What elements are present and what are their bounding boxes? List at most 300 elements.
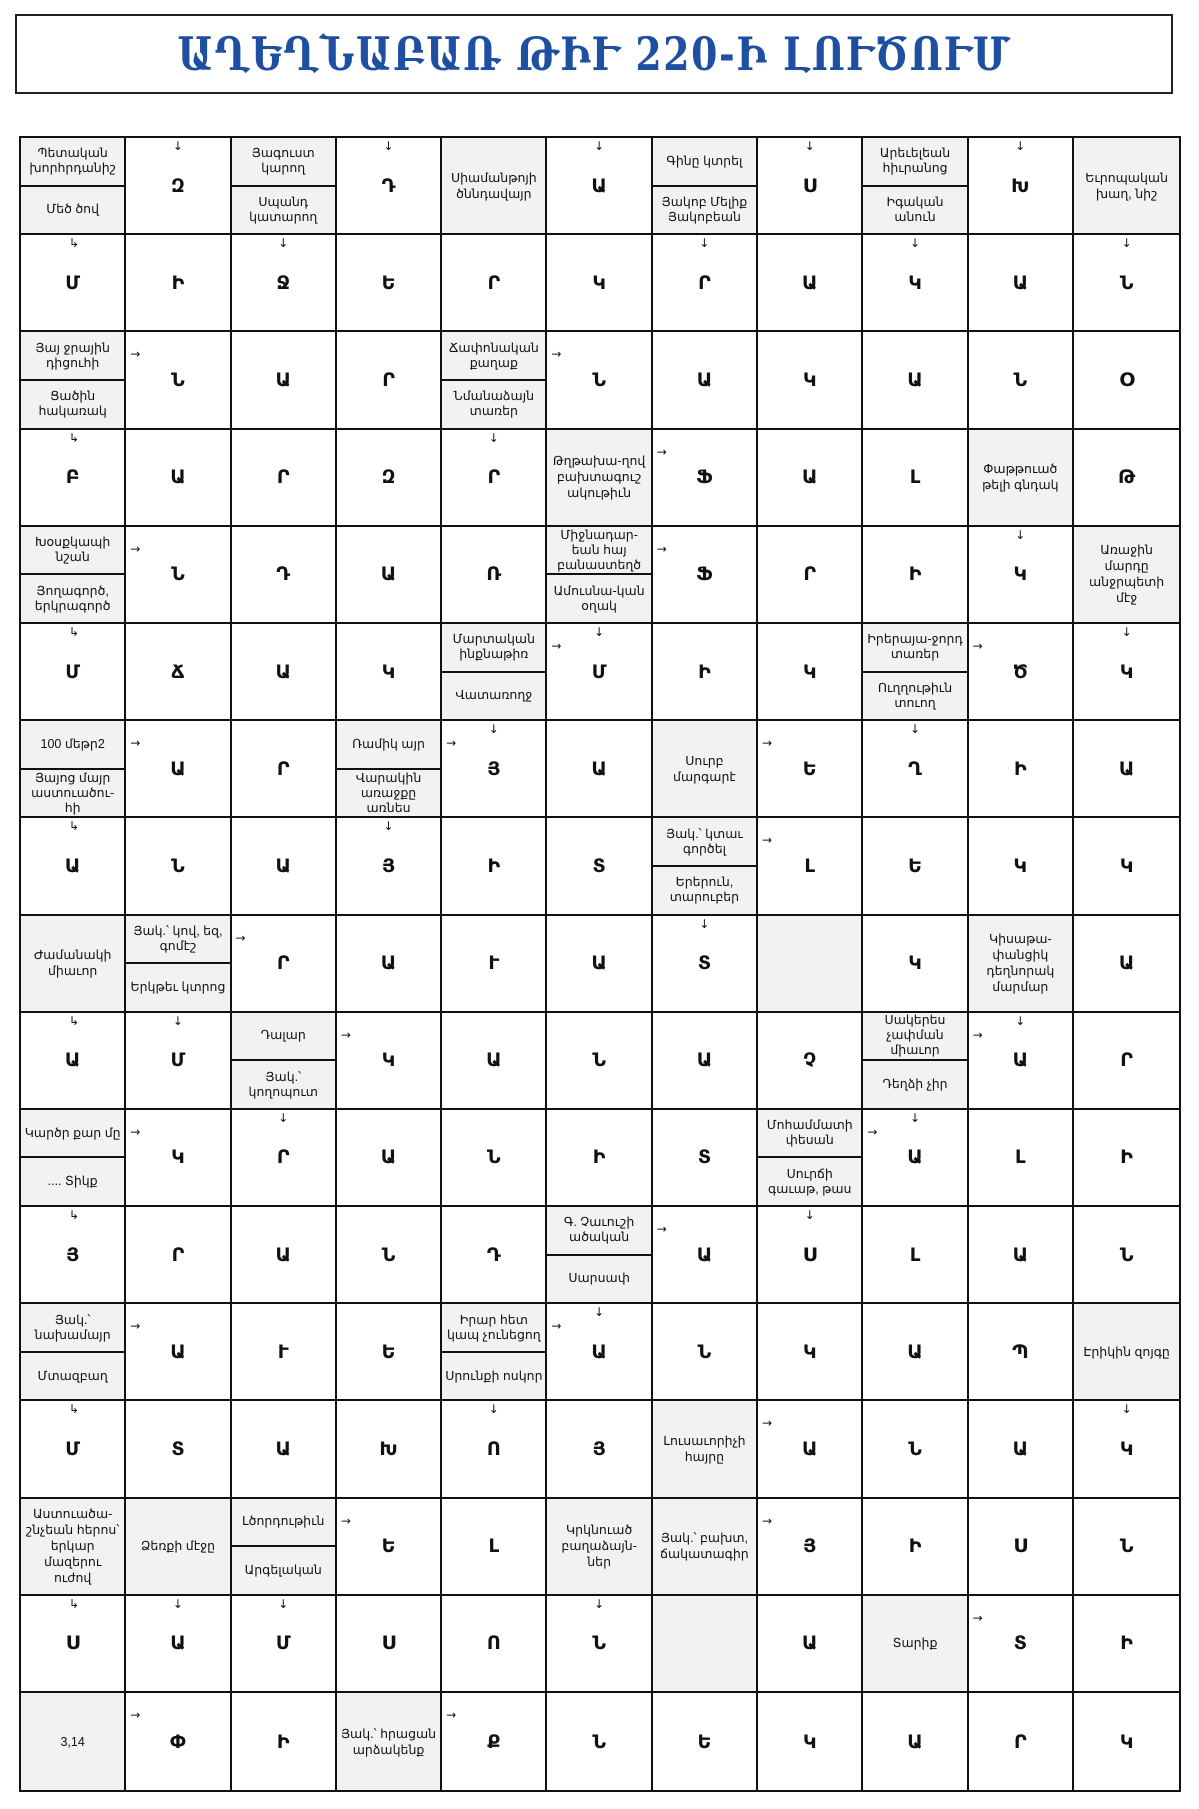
clue-text-top: Յակ.՝ նախամայր: [21, 1304, 124, 1353]
clue-text-top: 100 մեթր2: [21, 721, 124, 770]
answer-cell[interactable]: [232, 1304, 337, 1401]
answer-letter: Ի: [171, 271, 185, 294]
answer-cell[interactable]: [1074, 1596, 1179, 1693]
answer-cell[interactable]: [758, 527, 863, 624]
answer-letter: Կ: [171, 1146, 185, 1169]
answer-cell[interactable]: [126, 1693, 231, 1790]
answer-cell[interactable]: [758, 332, 863, 429]
answer-cell[interactable]: [863, 1499, 968, 1596]
answer-cell[interactable]: [969, 1013, 1074, 1110]
answer-letter: Ն: [592, 368, 606, 391]
clue-text-bottom: Սուրճի գաւաթ, թաս: [767, 1166, 852, 1196]
answer-letter: Լ: [804, 854, 816, 877]
answer-letter: Ն: [487, 1146, 501, 1169]
arrow-right-icon: →: [972, 1610, 983, 1625]
answer-letter: Ա: [64, 854, 81, 877]
answer-cell[interactable]: [232, 332, 337, 429]
answer-cell[interactable]: [969, 1401, 1074, 1498]
arrow-down-icon: ↓: [172, 139, 183, 153]
answer-cell[interactable]: [1074, 818, 1179, 915]
answer-cell[interactable]: [1074, 1401, 1179, 1498]
arrow-right-icon: →: [130, 1708, 141, 1722]
answer-cell[interactable]: [547, 818, 652, 915]
answer-cell[interactable]: [232, 818, 337, 915]
answer-letter: Ն: [1119, 271, 1134, 294]
clue-cell: [21, 1693, 141, 1790]
clue-text: Կրկնուած բաղաձայն-ներ: [561, 1523, 637, 1570]
answer-cell[interactable]: [126, 624, 231, 721]
answer-cell[interactable]: [1074, 1207, 1179, 1304]
split-clue-cell: [863, 138, 968, 235]
answer-letter: Զ: [381, 466, 396, 489]
clue-text-top: Մոհամմատի փեսան: [758, 1110, 861, 1159]
answer-cell[interactable]: [1074, 1499, 1179, 1596]
answer-cell[interactable]: [337, 332, 442, 429]
answer-letter: Ւ: [277, 1340, 289, 1363]
answer-cell[interactable]: [1074, 332, 1179, 429]
answer-cell[interactable]: [232, 916, 337, 1013]
clue-text-bottom: Սրունքի ոսկոր: [445, 1368, 543, 1383]
answer-cell[interactable]: [126, 818, 231, 915]
arrow-down-icon: ↓: [1015, 527, 1026, 542]
answer-cell[interactable]: [547, 1304, 652, 1401]
answer-cell[interactable]: [21, 624, 126, 721]
clue-text-top: Իրար հետ կապ չունեցող: [442, 1304, 545, 1353]
answer-cell[interactable]: [337, 916, 442, 1013]
answer-cell[interactable]: [21, 235, 126, 332]
answer-cell[interactable]: [547, 1401, 652, 1498]
answer-cell[interactable]: [442, 1596, 547, 1693]
answer-cell[interactable]: [547, 1693, 652, 1790]
arrow-right-icon: →: [340, 1027, 351, 1042]
answer-cell[interactable]: [969, 1304, 1074, 1401]
answer-cell[interactable]: [126, 1110, 231, 1207]
answer-cell[interactable]: [232, 1401, 337, 1498]
answer-cell[interactable]: [758, 1304, 863, 1401]
answer-cell[interactable]: [653, 1304, 758, 1401]
answer-letter: Ե: [908, 854, 922, 877]
answer-cell[interactable]: [1074, 430, 1179, 527]
answer-letter: Զ: [170, 174, 185, 197]
answer-cell[interactable]: [758, 1013, 863, 1110]
answer-cell[interactable]: [758, 1596, 863, 1693]
answer-cell[interactable]: [337, 1013, 442, 1110]
answer-cell[interactable]: [442, 235, 547, 332]
answer-cell[interactable]: [863, 1693, 968, 1790]
answer-cell[interactable]: [232, 721, 337, 818]
clue-text-bottom: Մտազբաղ: [37, 1368, 108, 1383]
answer-cell[interactable]: [653, 624, 758, 721]
answer-cell[interactable]: [969, 1110, 1074, 1207]
answer-letter: Ի: [276, 1730, 290, 1753]
answer-cell[interactable]: [653, 527, 758, 624]
answer-letter: Ս: [65, 1632, 80, 1655]
answer-cell[interactable]: [758, 1401, 863, 1498]
answer-cell[interactable]: [232, 624, 337, 721]
answer-letter: Լ: [909, 466, 921, 489]
clue-cell: [547, 430, 667, 527]
clue-text-top: Լծորդութիւն: [232, 1499, 335, 1548]
answer-cell[interactable]: [232, 1693, 337, 1790]
answer-letter: Խ: [1011, 174, 1030, 197]
arrow-right-icon: →: [130, 1124, 141, 1139]
arrow-right-icon: →: [340, 1513, 351, 1528]
answer-letter: Ա: [591, 1340, 607, 1363]
split-clue-cell: [21, 527, 141, 624]
arrow-down-icon: ↓: [488, 722, 499, 737]
answer-cell[interactable]: [442, 1013, 547, 1110]
arrow-down-icon: ↓: [278, 1110, 289, 1125]
arrow-down-icon: ↓: [909, 236, 921, 251]
arrow-down-icon: ↓: [278, 1596, 289, 1611]
clue-text-bottom: Դեղձի չիր: [882, 1077, 948, 1092]
answer-cell[interactable]: [969, 624, 1074, 721]
answer-cell[interactable]: [232, 527, 337, 624]
answer-letter: Ա: [591, 757, 607, 780]
answer-letter: Ռ: [486, 563, 502, 586]
answer-cell[interactable]: [969, 721, 1074, 818]
answer-letter: Ա: [170, 1632, 186, 1655]
answer-letter: Դ: [276, 563, 291, 586]
answer-cell[interactable]: [442, 916, 547, 1013]
answer-cell[interactable]: [547, 624, 652, 721]
answer-letter: Ա: [696, 368, 713, 391]
answer-letter: Ա: [275, 1438, 291, 1461]
clue-text: Լուսաւորիչի հայրը: [663, 1434, 746, 1465]
answer-cell[interactable]: [863, 430, 968, 527]
answer-cell[interactable]: [337, 624, 442, 721]
answer-cell[interactable]: [126, 430, 231, 527]
clue-text-bottom: Սպանդ կատարող: [249, 194, 318, 224]
arrow-corner-right-icon: ↳: [69, 1208, 80, 1223]
arrow-down-icon: ↓: [594, 1305, 605, 1320]
answer-cell[interactable]: [1074, 721, 1179, 818]
clue-text-top: Կարծր քար մը: [21, 1110, 124, 1159]
answer-cell[interactable]: [337, 818, 442, 915]
clue-text: Կիսաթա-փանցիկ դեղնորակ մարմար: [986, 932, 1055, 995]
arrow-corner-right-icon: ↳: [69, 236, 80, 251]
answer-letter: Ա: [170, 466, 186, 489]
answer-letter: Ծ: [1012, 660, 1028, 683]
answer-cell[interactable]: [863, 332, 968, 429]
answer-cell[interactable]: [863, 721, 968, 818]
clue-cell: [126, 1499, 231, 1596]
arrow-down-icon: ↓: [909, 722, 921, 737]
answer-cell[interactable]: [653, 1207, 758, 1304]
answer-cell[interactable]: [653, 916, 758, 1013]
answer-cell[interactable]: [653, 235, 758, 332]
clue-text-top: Գինը կտրել: [653, 138, 756, 187]
answer-letter: Ո: [486, 1632, 501, 1655]
answer-letter: Ր: [803, 563, 817, 586]
split-clue-cell: [547, 1207, 667, 1304]
answer-letter: Ր: [1013, 1730, 1027, 1753]
answer-cell[interactable]: [863, 1207, 968, 1304]
answer-cell[interactable]: [653, 332, 758, 429]
clue-cell: [442, 138, 547, 235]
answer-cell[interactable]: [758, 235, 863, 332]
clue-cell: [653, 1401, 773, 1498]
answer-cell[interactable]: [126, 1207, 231, 1304]
answer-cell[interactable]: [547, 332, 652, 429]
answer-cell[interactable]: [21, 1207, 126, 1304]
answer-cell[interactable]: [653, 1110, 758, 1207]
clue-cell: [863, 1596, 983, 1693]
answer-cell[interactable]: [21, 1596, 126, 1693]
answer-cell[interactable]: [442, 1693, 547, 1790]
clue-cell: [969, 916, 1074, 1013]
answer-cell[interactable]: [547, 1110, 652, 1207]
answer-cell[interactable]: [547, 235, 652, 332]
answer-letter: Յ: [592, 1438, 606, 1461]
answer-cell[interactable]: [969, 527, 1074, 624]
answer-letter: Ա: [696, 1049, 713, 1072]
clue-text-bottom: Իգական անուն: [886, 194, 944, 224]
answer-cell[interactable]: [1074, 916, 1179, 1013]
answer-cell[interactable]: [969, 1207, 1074, 1304]
answer-cell[interactable]: [547, 916, 652, 1013]
answer-letter: Ս: [802, 1243, 817, 1266]
answer-letter: Լ: [488, 1535, 500, 1558]
answer-cell[interactable]: [232, 1207, 337, 1304]
arrow-right-icon: →: [130, 347, 141, 362]
answer-letter: Ն: [1119, 1243, 1134, 1266]
answer-cell[interactable]: [126, 138, 231, 235]
answer-cell[interactable]: [126, 1596, 231, 1693]
answer-cell[interactable]: [863, 1401, 968, 1498]
answer-cell[interactable]: [1074, 624, 1179, 721]
answer-letter: Կ: [1119, 1438, 1134, 1461]
answer-cell[interactable]: [232, 1596, 337, 1693]
answer-cell[interactable]: [337, 1401, 442, 1498]
answer-letter: Ի: [698, 660, 711, 683]
crossword-grid: [19, 136, 1181, 1792]
clue-text-bottom: Ամուսնա-կան օղակ: [553, 583, 645, 613]
answer-letter: Ր: [487, 466, 501, 489]
answer-cell[interactable]: [442, 1401, 547, 1498]
clue-cell: [969, 430, 1074, 527]
answer-cell[interactable]: [337, 1207, 442, 1304]
answer-cell[interactable]: [337, 235, 442, 332]
answer-letter: Ք: [487, 1730, 501, 1753]
answer-cell[interactable]: [653, 1693, 758, 1790]
split-clue-cell: [653, 138, 758, 235]
answer-cell[interactable]: [969, 332, 1074, 429]
answer-letter: Բ: [65, 466, 80, 489]
answer-cell[interactable]: [863, 818, 968, 915]
clue-text-bottom: Վատառողջ: [455, 688, 533, 703]
arrow-down-icon: ↓: [1121, 624, 1132, 639]
clue-cell: [1074, 1304, 1179, 1401]
answer-cell[interactable]: [758, 1207, 863, 1304]
split-clue-cell: [21, 1110, 141, 1207]
clue-text-top: Իրերայա-ջորդ տառեր: [863, 624, 966, 673]
answer-letter: Ջ: [276, 271, 290, 294]
answer-cell[interactable]: [337, 138, 442, 235]
answer-letter: Ա: [591, 952, 607, 975]
answer-letter: Պ: [1012, 1340, 1029, 1363]
answer-cell[interactable]: [126, 1304, 231, 1401]
answer-cell[interactable]: [758, 624, 863, 721]
arrow-right-icon: →: [235, 930, 246, 945]
answer-letter: Թ: [1118, 466, 1136, 489]
answer-cell[interactable]: [758, 721, 863, 818]
answer-letter: Ա: [275, 854, 291, 877]
answer-cell[interactable]: [863, 235, 968, 332]
answer-letter: Ա: [907, 1730, 923, 1753]
answer-letter: Կ: [381, 660, 396, 683]
answer-cell[interactable]: [1074, 1013, 1179, 1110]
answer-cell[interactable]: [126, 235, 231, 332]
clue-text-bottom: Յակ.՝ կողոպուտ: [248, 1069, 318, 1099]
answer-cell[interactable]: [232, 235, 337, 332]
answer-cell[interactable]: [126, 721, 231, 818]
answer-cell[interactable]: [21, 1401, 126, 1498]
clue-text: Էրիկին զոյգը: [1083, 1344, 1170, 1359]
answer-cell[interactable]: [969, 138, 1074, 235]
arrow-down-icon: ↓: [804, 139, 815, 153]
clue-text-top: Յակ.՝ կով, եզ, գոմէշ: [126, 916, 229, 965]
answer-cell[interactable]: [758, 1693, 863, 1790]
answer-letter: Ա: [801, 1438, 818, 1461]
answer-cell[interactable]: [337, 1499, 442, 1596]
split-clue-cell: [21, 1304, 141, 1401]
answer-cell[interactable]: [969, 235, 1074, 332]
split-clue-cell: [442, 1304, 562, 1401]
arrow-right-icon: →: [551, 638, 562, 653]
answer-cell[interactable]: [547, 721, 652, 818]
answer-cell[interactable]: [442, 527, 547, 624]
split-clue-cell: [337, 721, 457, 818]
answer-letter: Ա: [907, 368, 923, 391]
answer-cell[interactable]: [126, 332, 231, 429]
answer-cell[interactable]: [442, 430, 547, 527]
answer-cell[interactable]: [969, 1693, 1074, 1790]
answer-cell[interactable]: [442, 1110, 547, 1207]
clue-cell: [547, 1499, 652, 1596]
answer-cell[interactable]: [1074, 235, 1179, 332]
answer-letter: Չ: [803, 1049, 817, 1072]
clue-text-bottom: Երկթեւ կտրոց: [130, 979, 226, 994]
clue-text-top: Ռամիկ այր: [337, 721, 440, 770]
answer-cell[interactable]: [21, 818, 126, 915]
arrow-down-icon: ↓: [488, 430, 499, 445]
answer-letter: Կ: [1119, 854, 1134, 877]
answer-cell[interactable]: [969, 1499, 1074, 1596]
split-clue-cell: [126, 916, 246, 1013]
answer-letter: Ա: [1012, 1049, 1029, 1072]
answer-cell[interactable]: [758, 138, 863, 235]
clue-text-top: Խօսքկապի նշան: [21, 527, 124, 576]
answer-letter: Ս: [1013, 1535, 1028, 1558]
clue-text: Ժամանակի միաւոր: [33, 948, 112, 979]
answer-letter: Կ: [802, 1340, 817, 1363]
clue-text-bottom: Ուղղութիւն տուող: [877, 680, 953, 710]
answer-letter: Մ: [65, 1438, 81, 1461]
answer-letter: Ա: [380, 952, 397, 975]
answer-cell[interactable]: [653, 430, 758, 527]
clue-text-top: Ճափոնական քաղաք: [442, 332, 545, 381]
answer-letter: Ն: [908, 1438, 922, 1461]
arrow-right-icon: →: [762, 833, 773, 848]
answer-cell[interactable]: [653, 1013, 758, 1110]
answer-cell[interactable]: [863, 527, 968, 624]
clue-text: Յակ.՝ հրացան արձակենք: [340, 1726, 437, 1757]
answer-letter: Յ: [66, 1243, 80, 1266]
answer-cell[interactable]: [442, 721, 547, 818]
answer-letter: Ա: [907, 1146, 923, 1169]
answer-letter: Ր: [276, 757, 290, 780]
answer-cell[interactable]: [547, 1013, 652, 1110]
answer-letter: Ֆ: [696, 466, 713, 489]
answer-cell[interactable]: [969, 818, 1074, 915]
answer-letter: Ա: [486, 1049, 502, 1072]
answer-cell[interactable]: [337, 527, 442, 624]
answer-letter: Մ: [65, 660, 81, 683]
answer-cell[interactable]: [337, 430, 442, 527]
arrow-down-icon: ↓: [699, 916, 710, 931]
page-title: ԱՂԵՂՆԱԲԱՌ ԹԻՒ 220-Ի ԼՈՒԾՈՒՄ: [177, 27, 1011, 81]
answer-letter: Ի: [487, 854, 501, 877]
arrow-down-icon: ↓: [383, 139, 394, 153]
answer-letter: Ա: [275, 368, 291, 391]
clue-text: Առաջին մարդը անջրպետի մէջ: [1089, 543, 1165, 606]
arrow-corner-right-icon: ↳: [69, 1402, 80, 1417]
clue-text: Ձեռքի մէջը: [140, 1539, 216, 1554]
clue-text-top: Գ. Չաւուշի ածական: [547, 1207, 650, 1256]
answer-cell[interactable]: [337, 1110, 442, 1207]
clue-text-bottom: Մեծ ծով: [46, 202, 99, 217]
answer-cell[interactable]: [863, 916, 968, 1013]
answer-cell[interactable]: [1074, 1693, 1179, 1790]
answer-letter: Կ: [908, 271, 922, 294]
arrow-right-icon: →: [867, 1124, 878, 1139]
answer-letter: Ա: [275, 1243, 291, 1266]
clue-text-top: Միջնադար-եան հայ բանաստեղծ: [547, 527, 650, 576]
answer-cell[interactable]: [1074, 1110, 1179, 1207]
answer-cell[interactable]: [126, 527, 231, 624]
answer-cell[interactable]: [232, 1110, 337, 1207]
blank-cell: [758, 916, 863, 1013]
arrow-corner-right-icon: ↳: [69, 1596, 80, 1611]
answer-cell[interactable]: [863, 1110, 968, 1207]
clue-text-bottom: Յողագործ, երկրագործ: [34, 583, 111, 613]
answer-cell[interactable]: [758, 818, 863, 915]
answer-letter: Յ: [803, 1535, 817, 1558]
clue-cell: [653, 1499, 773, 1596]
answer-cell[interactable]: [758, 1499, 863, 1596]
answer-cell[interactable]: [126, 1401, 231, 1498]
answer-cell[interactable]: [442, 1499, 547, 1596]
answer-cell[interactable]: [126, 1013, 231, 1110]
answer-cell[interactable]: [547, 138, 652, 235]
answer-cell[interactable]: [442, 818, 547, 915]
clue-text-bottom: Երերուն, տարուբեր: [669, 875, 740, 905]
answer-cell[interactable]: [232, 430, 337, 527]
answer-cell[interactable]: [21, 430, 126, 527]
answer-cell[interactable]: [337, 1596, 442, 1693]
arrow-right-icon: →: [551, 1319, 562, 1334]
answer-cell[interactable]: [337, 1304, 442, 1401]
answer-cell[interactable]: [969, 1596, 1074, 1693]
answer-letter: Ա: [1012, 1243, 1029, 1266]
answer-cell[interactable]: [547, 1596, 652, 1693]
answer-cell[interactable]: [863, 1304, 968, 1401]
answer-cell[interactable]: [758, 430, 863, 527]
answer-cell[interactable]: [442, 1207, 547, 1304]
answer-cell[interactable]: [21, 1013, 126, 1110]
answer-letter: Ե: [381, 271, 396, 294]
